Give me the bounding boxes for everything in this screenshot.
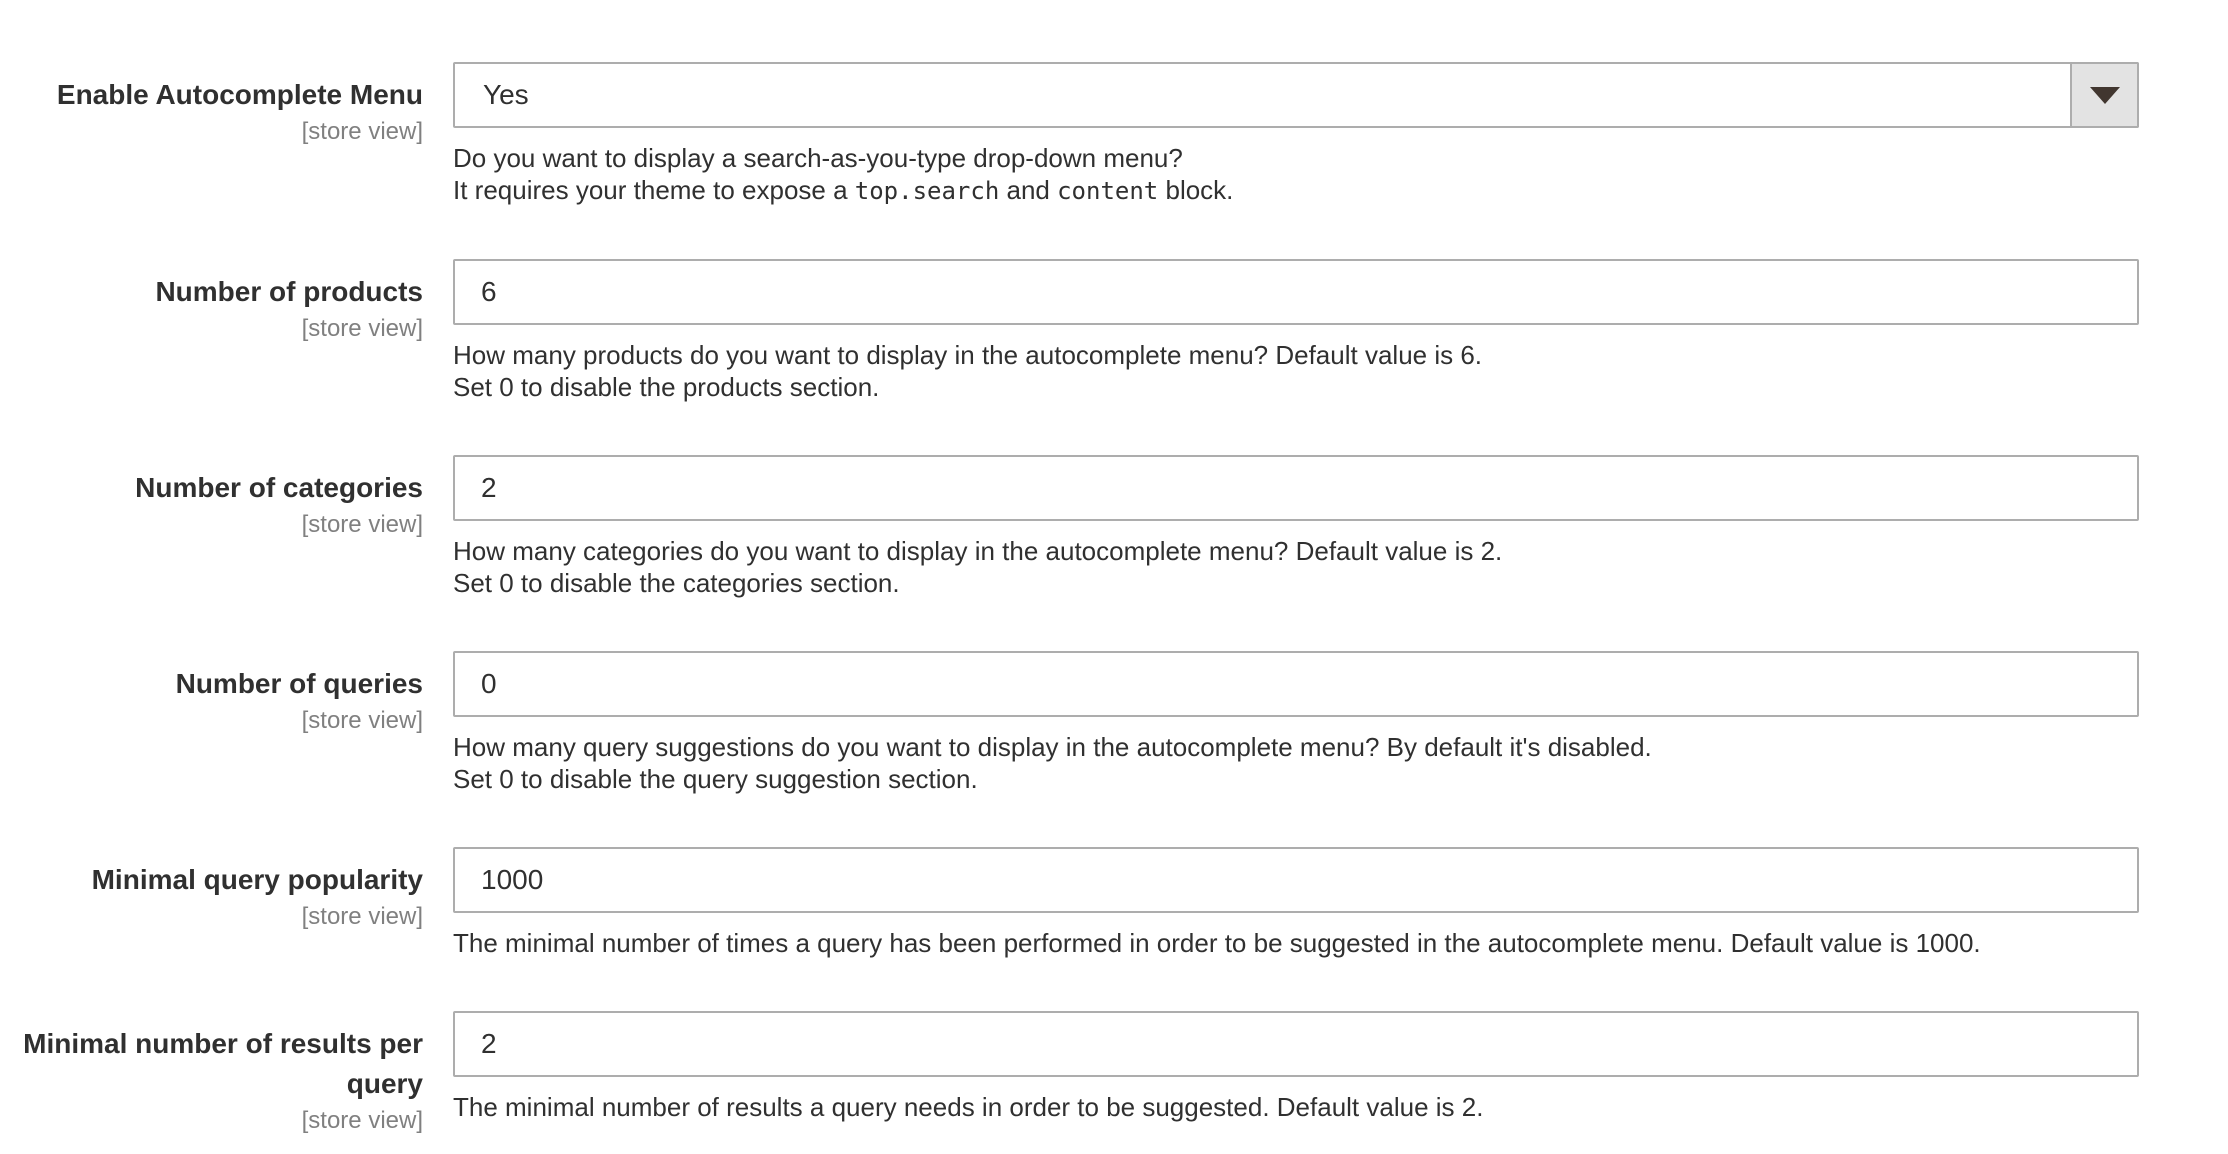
field-help-line (453, 567, 2139, 599)
field-help-line (453, 174, 2139, 207)
help-text: It requires your theme to expose a (453, 175, 855, 205)
text-input-number-of-categories[interactable] (453, 455, 2139, 521)
field-label-column (0, 259, 423, 344)
help-text: How many categories do you want to display in the autocomplete menu? Default value is 2. (453, 536, 1503, 566)
field-row-number-of-categories (0, 455, 2228, 599)
help-text: How many products do you want to display in the autocomplete menu? Default value is 6. (453, 340, 1483, 370)
help-text: How many query suggestions do you want to display in the autocomplete menu? By default it's disabled. (453, 732, 1652, 762)
field-help-line (453, 535, 2139, 567)
help-text: Do you want to display a search-as-you-type drop-down menu? (453, 143, 1183, 173)
help-text: Set 0 to disable the categories section. (453, 568, 900, 598)
store-view-scope: [store view] (301, 903, 423, 930)
code-snippet: content (1057, 177, 1159, 205)
field-control-column (453, 455, 2139, 599)
field-label: Number of categories (135, 472, 423, 503)
field-help (453, 535, 2139, 599)
field-row-minimal-results-per-query (0, 1011, 2228, 1136)
help-text: Set 0 to disable the products section. (453, 372, 880, 402)
field-help-line (453, 142, 2139, 174)
field-label-column (0, 847, 423, 932)
help-text: and (999, 175, 1058, 205)
field-label: Minimal number of results per query (23, 1028, 423, 1099)
field-label: Minimal query popularity (91, 864, 423, 895)
field-help-line (453, 371, 2139, 403)
field-help (453, 731, 2139, 795)
field-help-line (453, 731, 2139, 763)
field-label-column (0, 62, 423, 147)
store-view-scope: [store view] (301, 118, 423, 145)
store-view-scope: [store view] (301, 707, 423, 734)
text-input-minimal-query-popularity[interactable] (453, 847, 2139, 913)
field-control-column (453, 1011, 2139, 1123)
help-text: The minimal number of times a query has been performed in order to be suggested in the autocomplete menu. Default value is 1000. (453, 928, 1981, 958)
field-row-enable-autocomplete-menu (0, 62, 2228, 207)
field-label-column (0, 651, 423, 736)
field-help (453, 927, 2139, 959)
select-value: Yes (483, 79, 529, 110)
store-view-scope: [store view] (301, 1107, 423, 1134)
field-row-minimal-query-popularity (0, 847, 2228, 959)
field-row-number-of-queries (0, 651, 2228, 795)
help-text: block. (1158, 175, 1234, 205)
text-input-number-of-products[interactable] (453, 259, 2139, 325)
field-help (453, 142, 2139, 207)
select-control[interactable] (453, 62, 2139, 128)
field-help (453, 1091, 2139, 1123)
field-help-line (453, 763, 2139, 795)
store-view-scope: [store view] (301, 315, 423, 342)
field-control-column (453, 62, 2139, 207)
field-help-line (453, 927, 2139, 959)
field-control-column (453, 651, 2139, 795)
field-label-column (0, 1011, 423, 1136)
text-input-number-of-queries[interactable] (453, 651, 2139, 717)
field-label-column (0, 455, 423, 540)
help-text: The minimal number of results a query needs in order to be suggested. Default value is 2. (453, 1092, 1484, 1122)
code-snippet: top.search (854, 177, 1000, 205)
help-text: Set 0 to disable the query suggestion section. (453, 764, 978, 794)
field-row-number-of-products (0, 259, 2228, 403)
select-open-button[interactable] (2070, 62, 2139, 128)
field-help-line (453, 339, 2139, 371)
field-help (453, 339, 2139, 403)
field-help-line (453, 1091, 2139, 1123)
text-input-minimal-results-per-query[interactable] (453, 1011, 2139, 1077)
field-label: Enable Autocomplete Menu (56, 79, 423, 110)
field-control-column (453, 259, 2139, 403)
field-label: Number of queries (175, 668, 423, 699)
field-label: Number of products (155, 276, 423, 307)
field-control-column (453, 847, 2139, 959)
store-view-scope: [store view] (301, 511, 423, 538)
caret-down-icon (2090, 87, 2120, 104)
